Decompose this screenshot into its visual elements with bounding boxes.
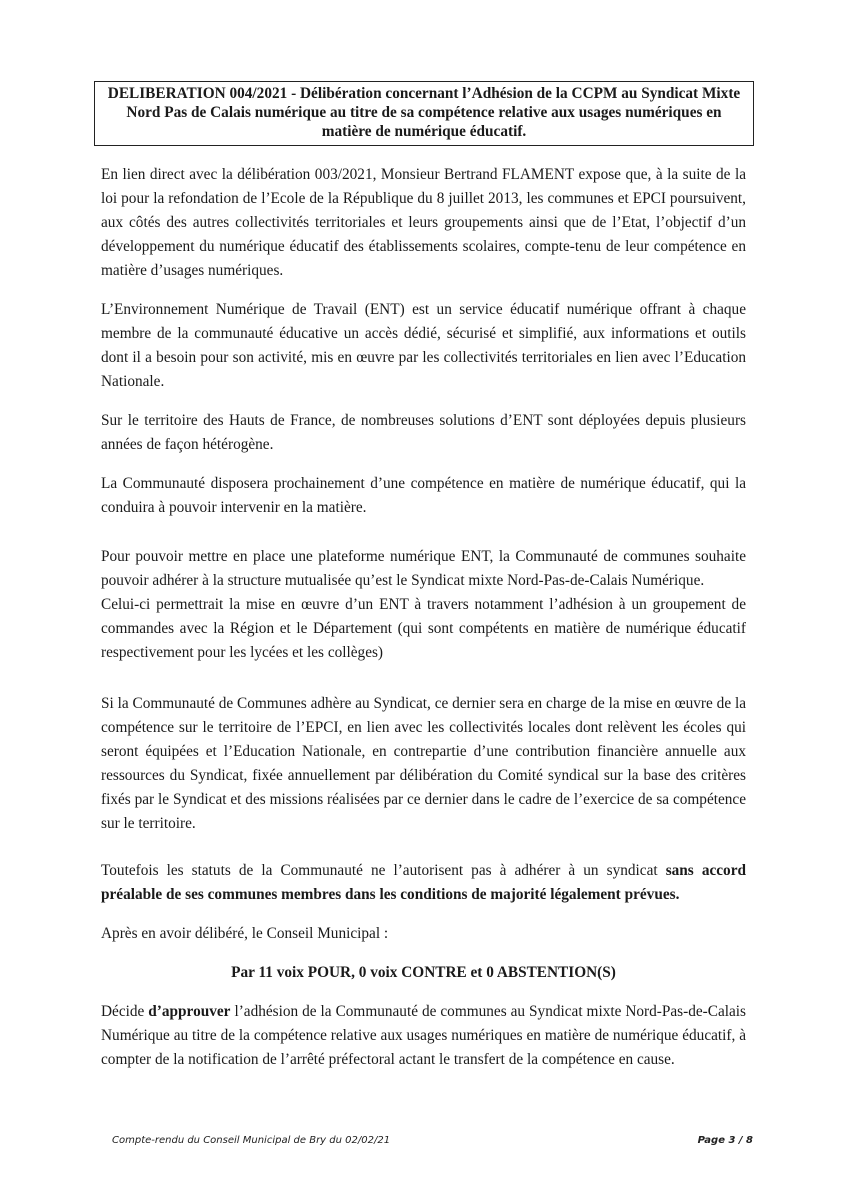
footer-report-title: Compte-rendu du Conseil Municipal de Bry du 02/02/21 (112, 1135, 391, 1146)
paragraph-plateforme: Pour pouvoir mettre en place une plateforme numérique ENT, la Communauté de communes souhaite pouvoir adhérer à la structure mutualisée qu’est le Syndicat mixte Nord-Pas-de-Calais Numérique. (101, 548, 746, 589)
paragraph-syndicat: Si la Communauté de Communes adhère au Syndicat, ce dernier sera en charge de la mise en œuvre de la compétence sur le territoire de l’EPCI, en lien avec les collectivités locales dont relèvent les écoles qui seront équipées et l’Education Nationale, en contrepartie d’une contribution financière annuelle aux ressources du Syndicat, fixée annuellement par délibération du Comité syndical sur la base des critères fixés par le Syndicat et des missions réalisées par ce dernier dans le cadre de l’exercice de sa compétence sur le territoire. (101, 695, 746, 832)
statuts-bold-text: sans accord préalable de ses communes membres dans les conditions de majorité légalement prévues. (101, 862, 746, 903)
paragraph-deliberation: Après en avoir délibéré, le Conseil Municipal : (101, 925, 389, 942)
statuts-text: Toutefois les statuts de la Communauté ne l’autorisent pas à adhérer à un syndicat (101, 862, 666, 879)
decision-start: Décide (101, 1003, 149, 1020)
decision-rest: l’adhésion de la Communauté de communes au Syndicat mixte Nord-Pas-de-Calais Numérique au titre de la compétence relative aux usages numériques en matière de numérique éducatif, à compter de la notification de l’arrêté préfectoral actant le transfert de la compétence en cause. (101, 1003, 746, 1068)
document-body (101, 163, 746, 1072)
paragraph-statuts (101, 859, 746, 907)
paragraph-hauts-de-france: Sur le territoire des Hauts de France, de nombreuses solutions d’ENT sont déployées depuis plusieurs années de façon hétérogène. (101, 412, 746, 453)
paragraph-ent-definition: L’Environnement Numérique de Travail (ENT) est un service éducatif numérique offrant à chaque membre de la communauté éducative un accès dédié, sécurisé et simplifié, aux informations et outils dont il a besoin pour son activité, mis en œuvre par les collectivités territoriales en lien avec l’Education Nationale. (101, 301, 746, 390)
paragraph-competence: La Communauté disposera prochainement d’une compétence en matière de numérique éducatif, qui la conduira à pouvoir intervenir en la matière. (101, 475, 746, 516)
paragraph-intro: En lien direct avec la délibération 003/2021, Monsieur Bertrand FLAMENT expose que, à la suite de la loi pour la refondation de l’Ecole de la République du 8 juillet 2013, les communes et EPCI poursuivent, aux côtés des autres collectivités territoriales et leurs groupements ainsi que de l’Etat, l’objectif d’un développement du numérique éducatif des établissements scolaires, compte-tenu de leur compétence en matière d’usages numériques. (101, 166, 746, 279)
footer-page-number: Page 3 / 8 (697, 1135, 753, 1146)
decision-bold: d’approuver (148, 1003, 231, 1020)
paragraph-groupement: Celui-ci permettrait la mise en œuvre d’un ENT à travers notamment l’adhésion à un groupement de commandes avec la Région et le Département (qui sont compétents en matière de numérique éducatif respectivement pour les lycées et les collèges) (101, 596, 746, 661)
vote-result: Par 11 voix POUR, 0 voix CONTRE et 0 ABSTENTION(S) (231, 964, 616, 981)
paragraph-decision (101, 1000, 746, 1072)
deliberation-title: DELIBERATION 004/2021 - Délibération concernant l’Adhésion de la CCPM au Syndicat Mixte Nord Pas de Calais numérique au titre de sa compétence relative aux usages numériques en matière de numérique éducatif. (94, 81, 754, 146)
